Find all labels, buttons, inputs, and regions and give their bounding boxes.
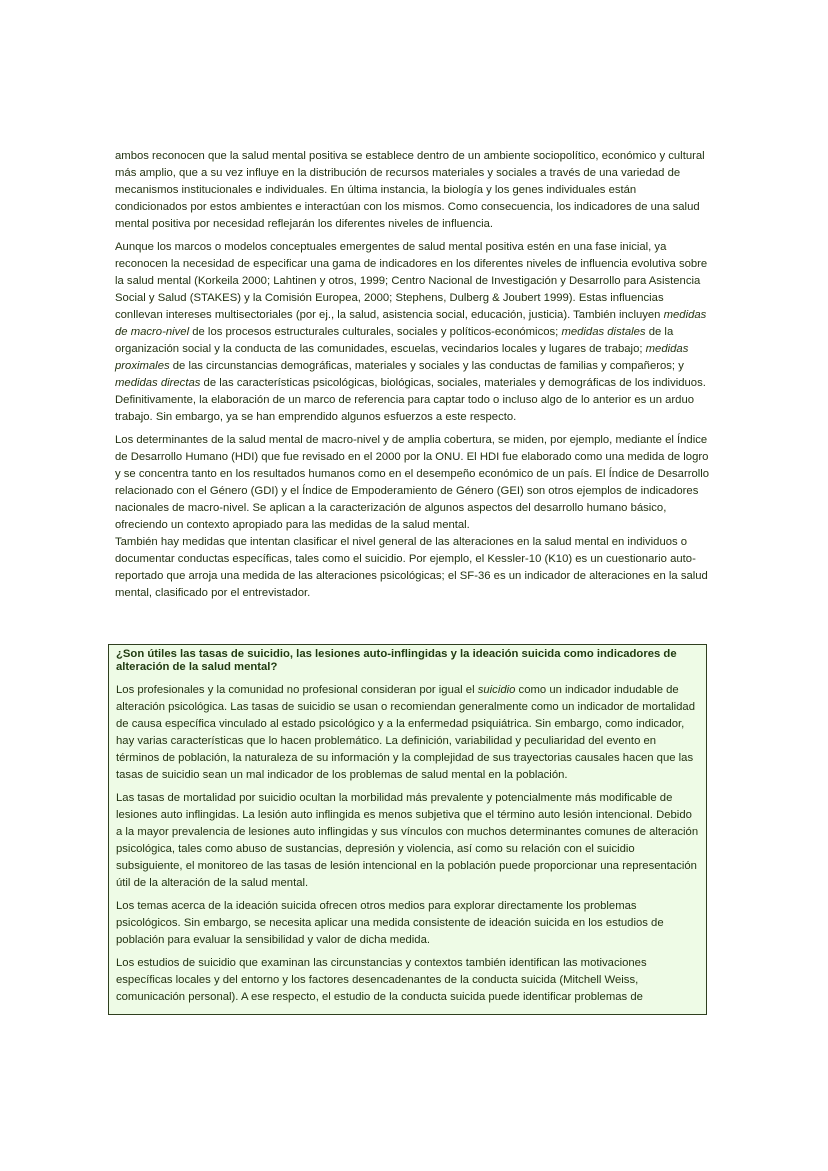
- box-paragraph-1: [116, 682, 699, 784]
- emphasis-distales: medidas distales: [561, 326, 646, 338]
- paragraph-2-part-a: Aunque los marcos o modelos conceptuales emergentes de salud mental positiva estén en una fase inicial, ya reconocen la necesidad de especificar una gama de indicadores en los diferentes niveles de influencia evolutiva sobre la salud mental (Korkeila 2000; Lahtinen y otros, 1999; Centro Nacional de Investigación y Desarrollo para Asistencia Social y Salud (STAKES) y la Comisión Europea, 2000; Stephens, Dulberg & Joubert 1999). Estas influencias conllevan intereses multisectoriales (por ej., la salud, asistencia social, educación, justicia). También incluyen: [115, 241, 708, 321]
- paragraph-2-part-b: de los procesos estructurales culturales, sociales y políticos-económicos;: [189, 326, 562, 338]
- box-paragraph-1-part-a: Los profesionales y la comunidad no profesional consideran por igual el: [116, 684, 478, 696]
- document-body: [115, 148, 711, 608]
- paragraph-1: ambos reconocen que la salud mental positiva se establece dentro de un ambiente sociopolítico, económico y cultural más amplio, que a su vez influye en la distribución de recursos materiales y sociales a través de una variedad de mecanismos institucionales e individuales. En última instancia, la biología y los genes individuales están condicionados por estos ambientes e interactúan con los mismos. Como consecuencia, los indicadores de una salud mental positiva por necesidad reflejarán los diferentes niveles de influencia.: [115, 150, 705, 230]
- emphasis-proximales: medidas proximales: [115, 343, 689, 372]
- paragraph-2-part-c: de la organización social y la conducta de las comunidades, escuelas, vecindarios locales y lugares de trabajo;: [115, 326, 674, 355]
- emphasis-directas: medidas directas: [115, 377, 201, 389]
- emphasis-macro-nivel: medidas de macro-nivel: [115, 309, 707, 338]
- box-paragraph-1-part-b: como un indicador indudable de alteración psicológica. Las tasas de suicidio se usan o recomiendan generalmente como un indicador de mortalidad de causa específica vinculado al estado psicológico y a la enfermedad psiquiátrica. Sin embargo, como indicador, hay varias características que lo hacen problemático. La definición, variabilidad y peculiaridad del evento en términos de población, la naturaleza de su información y la complejidad de sus trayectorias causales hacen que las tasas de suicidio sean un mal indicador de los problemas de salud mental en la población.: [116, 684, 695, 781]
- paragraph-2-part-e: de las características psicológicas, biológicas, sociales, materiales y demográficas de los individuos. Definitivamente, la elaboración de un marco de referencia para captar todo o incluso algo de lo anterior es un arduo trabajo. Sin embargo, ya se han emprendido algunos esfuerzos a este respecto.: [115, 377, 706, 423]
- box-paragraph-3: Los temas acerca de la ideación suicida ofrecen otros medios para explorar directamente los problemas psicológicos. Sin embargo, se necesita aplicar una medida consistente de ideación suicida en los estudios de población para evaluar la sensibilidad y valor de dicha medida.: [116, 900, 664, 946]
- paragraph-3: Los determinantes de la salud mental de macro-nivel y de amplia cobertura, se miden, por ejemplo, mediante el Índice de Desarrollo Humano (HDI) que fue revisado en el 2000 por la ONU. El HDI fue elaborado como una medida de logro y se concentra tanto en los resultados humanos como en el desempeño económico de un país. El Índice de Desarrollo relacionado con el Género (GDI) y el Índice de Empoderamiento de Género (GEI) son otros ejemplos de indicadores nacionales de macro-nivel. Se aplican a la caracterización de algunos aspectos del desarrollo humano básico, ofreciendo un contexto apropiado para las medidas de la salud mental.: [115, 434, 710, 531]
- paragraph-2-part-d: de las circunstancias demográficas, materiales y sociales y las conductas de familias y compañeros; y: [169, 360, 684, 372]
- box-paragraph-2: Las tasas de mortalidad por suicidio ocultan la morbilidad más prevalente y potencialmente más modificable de lesiones auto inflingidas. La lesión auto inflingida es menos subjetiva que el término auto lesión intencional. Debido a la mayor prevalencia de lesiones auto inflingidas y sus vínculos con muchos determinantes comunes de alteración psicológica, tales como abuso de sustancias, depresión y violencia, así como su relación con el suicidio subsiguiente, el monitoreo de las tasas de lesión intencional en la población puede proporcionar una representación útil de la alteración de la salud mental.: [116, 792, 699, 889]
- emphasis-suicidio: suicidio: [477, 684, 516, 696]
- suicide-indicators-box: [108, 644, 707, 1015]
- box-heading: ¿Son útiles las tasas de suicidio, las lesiones auto-inflingidas y la ideación suicida como indicadores de alteración de la salud mental?: [116, 648, 677, 673]
- paragraph-2: [115, 239, 711, 426]
- paragraph-4: También hay medidas que intentan clasificar el nivel general de las alteraciones en la salud mental en individuos o documentar conductas específicas, tales como el suicidio. Por ejemplo, el Kessler-10 (K10) es un cuestionario auto-reportado que arroja una medida de las alteraciones psicológicas; el SF-36 es un indicador de alteraciones en la salud mental, clasificado por el entrevistador.: [115, 536, 708, 599]
- box-paragraph-4: Los estudios de suicidio que examinan las circunstancias y contextos también identifican las motivaciones específicas locales y del entorno y los factores desencadenantes de la conducta suicida (Mitchell Weiss, comunicación personal). A ese respecto, el estudio de la conducta suicida puede identificar problemas de: [116, 957, 647, 1003]
